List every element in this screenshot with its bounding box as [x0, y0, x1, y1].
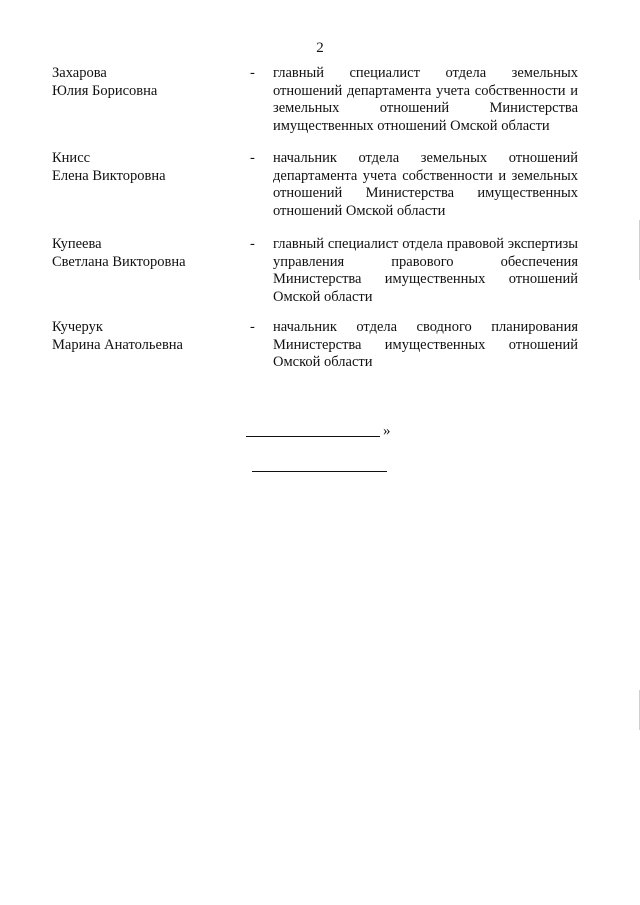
- member-dash: -: [250, 236, 255, 252]
- member-name: [52, 319, 242, 354]
- member-dash: -: [250, 65, 255, 81]
- closing-quote-mark: »: [383, 423, 391, 439]
- member-surname: Кучерук: [52, 319, 103, 335]
- member-name: [52, 65, 242, 100]
- member-position: главный специалист отдела правовой экспертизы управления правового обеспечения Министерства имущественных отношений Омской области: [273, 236, 578, 305]
- member-given-names: Юлия Борисовна: [52, 82, 158, 99]
- member-surname: Книсс: [52, 150, 91, 166]
- member-given-names: Елена Викторовна: [52, 167, 166, 184]
- member-surname: Купеева: [52, 236, 102, 252]
- closing-underline: [246, 436, 380, 437]
- member-name: [52, 150, 242, 185]
- member-given-names: Марина Анатольевна: [52, 336, 183, 353]
- member-name: [52, 236, 242, 271]
- member-surname: Захарова: [52, 65, 107, 81]
- member-position: главный специалист отдела земельных отношений департамента учета собственности и земельных отношений Министерства имущественных отношений Омской области: [273, 65, 578, 134]
- member-given-names: Светлана Викторовна: [52, 253, 186, 270]
- member-dash: -: [250, 319, 255, 335]
- member-position: начальник отдела земельных отношений департамента учета собственности и земельных отношений Министерства имущественных отношений Омской области: [273, 150, 578, 219]
- member-position: начальник отдела сводного планирования Министерства имущественных отношений Омской области: [273, 319, 578, 370]
- member-dash: -: [250, 150, 255, 166]
- end-of-document-line: [252, 471, 387, 472]
- page-number: 2: [316, 40, 324, 56]
